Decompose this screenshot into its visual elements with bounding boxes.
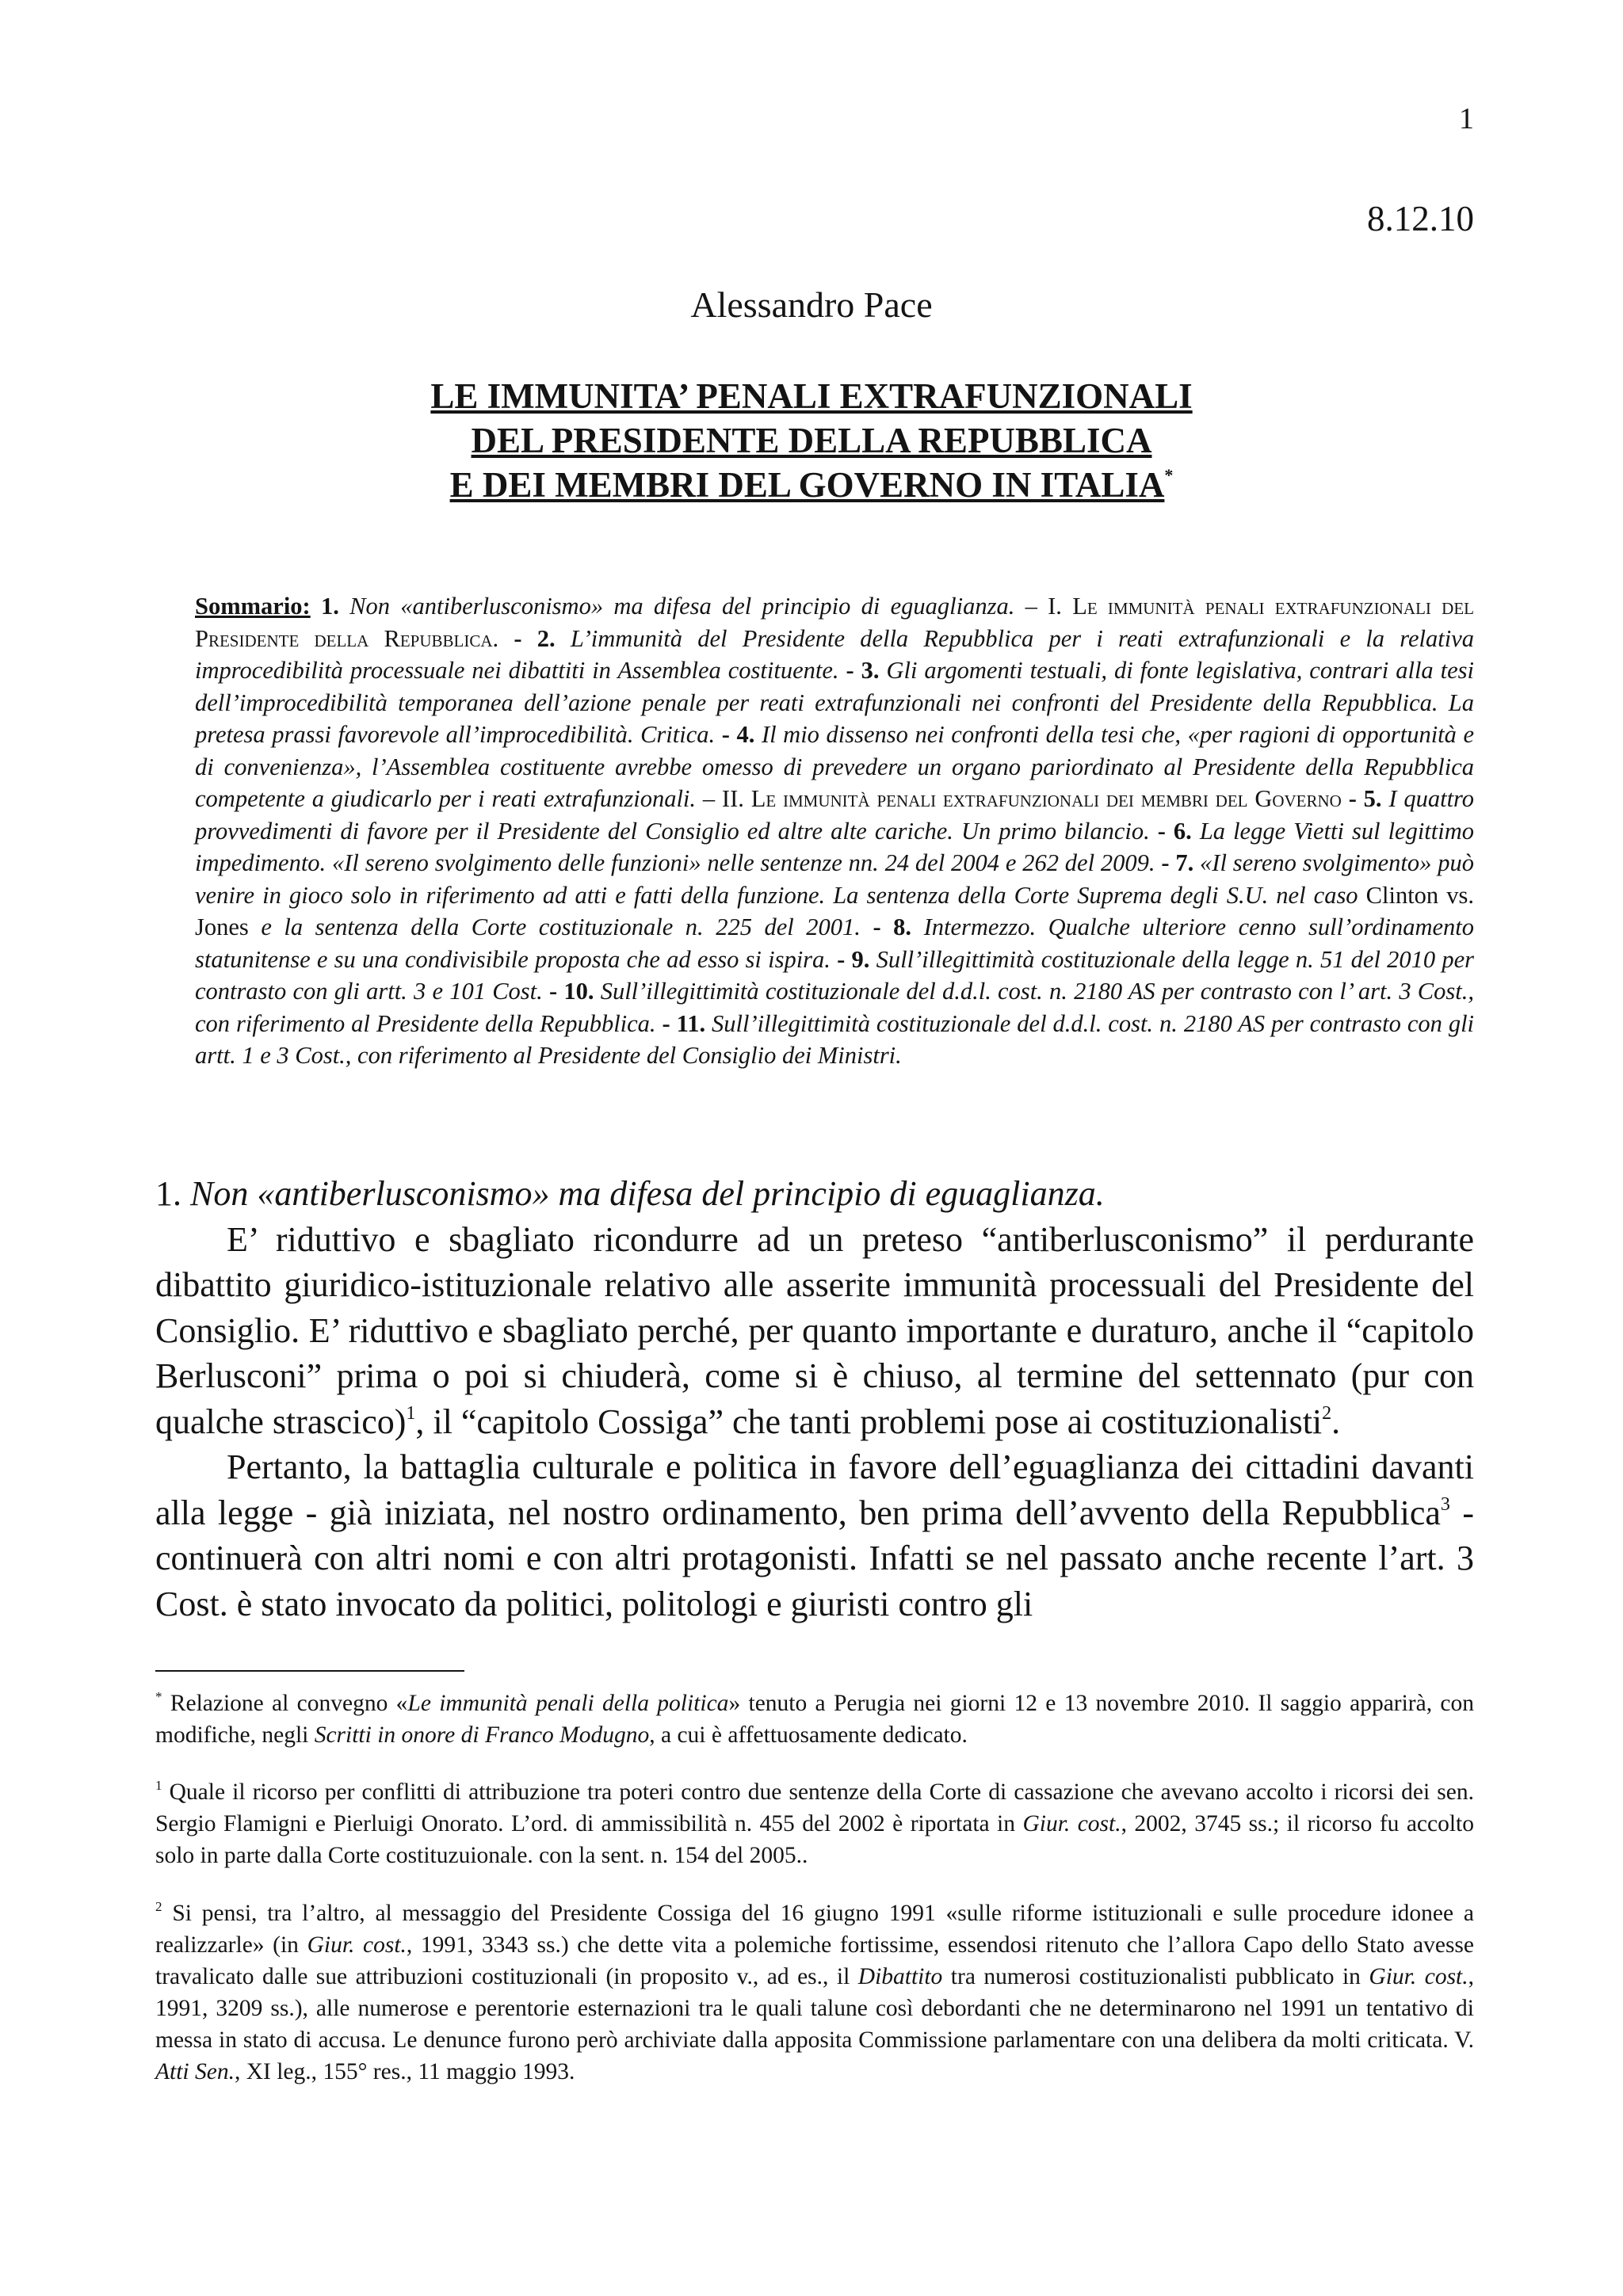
title-line-1: LE IMMUNITA’ PENALI EXTRAFUNZIONALI: [430, 376, 1193, 416]
summary-item-9-num: - 9.: [837, 945, 870, 973]
paragraph-2-text-a: Pertanto, la battaglia culturale e politica in favore dell’eguaglianza dei cittadini davanti alla legge - già iniziata, nel nostro ordinamento, ben prima dell’avvento della Repubblica: [155, 1447, 1474, 1532]
footnote-star-text-b: » tenuto a Perugia nei giorni 12 e 13 novembre 2010. Il saggio apparirà, con modifiche, negli: [155, 1691, 1474, 1748]
summary-item-8-text: Intermezzo. Qualche ulteriore cenno sull’ordinamento statunitense e su una condivisibile proposta che ad esso si ispira.: [195, 913, 1474, 973]
summary-part-2-title: Le immunità penali extrafunzionali dei membri del Governo: [750, 785, 1342, 812]
section-1-paragraph-2: [155, 1444, 1474, 1627]
paragraph-1-text-b: , il “capitolo Cossiga” che tanti problemi pose ai costituzionalisti: [415, 1402, 1323, 1441]
footnote-star-conference-title: Le immunità penali della politica: [407, 1691, 729, 1716]
summary-item-7-case-name: Clinton vs. Jones: [195, 881, 1475, 940]
footnote-2-text-d: , 1991, 3209 ss.), alle numerose e perentorie esternazioni tra le quali talune così debordanti che ne determinarono nel 1991 un tentativo di messa in stato di accusa. Le denunce furono però archiviate dalla apposita Commissione parlamentare con una delibera da molti criticata. V.: [155, 1964, 1474, 2053]
summary-item-1-text: Non «antiberlusconismo» ma difesa del principio di eguaglianza.: [349, 593, 1015, 620]
footnote-1-journal: Giur. cost.: [1022, 1811, 1121, 1836]
summary-block: [195, 590, 1474, 1072]
summary-item-11-num: - 11.: [662, 1009, 706, 1037]
footnote-2-text-a: Si pensi, tra l’altro, al messaggio del Presidente Cossiga del 16 giugno 1991 «sulle riforme istituzionali e sulle procedure idonee a realizzarle» (in: [155, 1901, 1474, 1958]
footnote-star-text-a: Relazione al convegno «: [162, 1691, 408, 1716]
section-1-heading-text: Non «antiberlusconismo» ma difesa del principio di eguaglianza.: [190, 1174, 1105, 1213]
title-footnote-mark[interactable]: *: [1164, 465, 1174, 485]
footnote-1-mark: 1: [155, 1778, 162, 1793]
paragraph-2-text-b: - continuerà con altri nomi e con altri protagonisti. Infatti se nel passato anche recente l’art. 3 Cost. è stato invocato da politici, politologi e giuristi contro gli: [155, 1493, 1475, 1623]
footnote-2-text-b: , 1991, 3343 ss.) che dette vita a polemiche fortissime, essendosi ritenuto che l’allora Capo dello Stato avesse travalicato dalle sue attribuzioni costituzionali (in proposito v., ad es., il: [155, 1932, 1475, 1989]
summary-part-1-title: Le immunità penali extrafunzionali del Presidente della Repubblica.: [195, 593, 1474, 652]
summary-item-7-text-b: e la sentenza della Corte costituzionale n. 225 del 2001.: [261, 913, 861, 940]
summary-item-2-text: L’immunità del Presidente della Repubblica per i reati extrafunzionali e la relativa improcedibilità processuale nei dibattiti in Assemblea costituente.: [195, 624, 1474, 684]
footnote-2-journal-1: Giur. cost.: [307, 1932, 407, 1958]
paper-title: [0, 374, 1623, 507]
title-line-2: DEL PRESIDENTE DELLA REPUBBLICA: [471, 421, 1152, 460]
summary-item-10-text: Sull’illegittimità costituzionale del d.d.l. cost. n. 2180 AS per contrasto con l’ art. 3 Cost., con riferimento al Presidente della Repubblica.: [195, 978, 1474, 1037]
footnote-1: [155, 1776, 1474, 1871]
title-line-3: E DEI MEMBRI DEL GOVERNO IN ITALIA: [449, 465, 1165, 505]
summary-item-5-num: - 5.: [1348, 785, 1382, 812]
author-name: Alessandro Pace: [690, 284, 933, 325]
footnote-ref-3[interactable]: 3: [1440, 1493, 1450, 1515]
summary-item-5-text: I quattro provvedimenti di favore per il Presidente del Consiglio ed altre alte cariche. Un primo bilancio.: [195, 785, 1475, 845]
page-number: 1: [1459, 102, 1474, 135]
footnote-2-dibattito: Dibattito: [857, 1964, 943, 1989]
footnote-separator: [155, 1670, 464, 1672]
summary-item-3-num: - 3.: [846, 657, 880, 684]
summary-item-11-text: Sull’illegittimità costituzionale del d.d.l. cost. n. 2180 AS per contrasto con gli artt. 1 e 3 Cost., con riferimento al Presidente del Consiglio dei Ministri.: [195, 1009, 1475, 1069]
footnote-1-text-a: Quale il ricorso per conflitti di attribuzione tra poteri contro due sentenze della Corte di cassazione che avevano accolto i ricorsi dei sen. Sergio Flamigni e Pierluigi Onorato. L’ord. di ammissibilità n. 455 del 2002 è riportata in: [155, 1779, 1474, 1836]
footnote-ref-1[interactable]: 1: [406, 1402, 416, 1424]
footnote-2-text-c: tra numerosi costituzionalisti pubblicato in: [942, 1964, 1369, 1989]
summary-part-1-prefix: – I.: [1025, 593, 1062, 620]
summary-part-2-prefix: – II.: [702, 785, 744, 812]
section-1-heading: [155, 1171, 1474, 1217]
summary-item-8-num: - 8.: [873, 913, 912, 940]
summary-item-4-num: - 4.: [721, 721, 755, 748]
summary-item-7-num: - 7.: [1161, 849, 1194, 876]
footnote-2-atti-sen: Atti Sen.: [155, 2059, 235, 2084]
summary-item-6-text: La legge Vietti sul legittimo impedimento. «Il sereno svolgimento delle funzioni» nelle sentenze nn. 24 del 2004 e 262 del 2009.: [195, 817, 1475, 876]
section-1-paragraph-1: [155, 1217, 1474, 1445]
summary-lead: Sommario:: [195, 593, 311, 620]
footnote-2-text-e: , XI leg., 155° res., 11 maggio 1993.: [234, 2059, 575, 2084]
footnote-2-mark: 2: [155, 1899, 162, 1914]
footnote-star-mark: *: [155, 1689, 162, 1704]
summary-item-9-text: Sull’illegittimità costituzionale della legge n. 51 del 2010 per contrasto con gli artt. 3 e 101 Cost.: [195, 945, 1474, 1005]
footnote-star: [155, 1688, 1474, 1751]
summary-item-10-num: - 10.: [548, 978, 594, 1005]
section-1-body: [155, 1171, 1474, 1627]
summary-item-7-text-a: «Il sereno svolgimento» può venire in gioco solo in riferimento ad atti e fatti della funzione. La sentenza della Corte Suprema degli S.U. nel caso: [195, 849, 1474, 909]
summary-item-1-num: 1.: [320, 593, 339, 620]
section-1-number: 1.: [155, 1174, 181, 1213]
paragraph-1-text-c: .: [1331, 1402, 1341, 1441]
summary-item-3-text: Gli argomenti testuali, di fonte legislativa, contrari alla tesi dell’improcedibilità temporanea dell’azione penale per reati extrafunzionali nei confronti del Presidente della Repubblica. La pretesa prassi favorevole all’improcedibilità. Critica.: [195, 657, 1474, 748]
footnote-2: [155, 1897, 1474, 2088]
summary-item-6-num: - 6.: [1157, 817, 1192, 845]
summary-item-2-num: - 2.: [514, 624, 556, 652]
footnote-star-text-c: , a cui è affettuosamente dedicato.: [649, 1722, 968, 1748]
footnote-2-journal-2: Giur. cost.: [1369, 1964, 1468, 1989]
paragraph-1-text-a: E’ riduttivo e sbagliato ricondurre ad un preteso “antiberlusconismo” il perdurante dibattito giuridico-istituzionale relativo alle asserite immunità processuali del Presidente del Consiglio. E’ riduttivo e sbagliato perché, per quanto importante e duraturo, anche il “capitolo Berlusconi” prima o poi si chiuderà, come si è chiuso, al termine del settennato (pur con qualche strascico): [155, 1219, 1474, 1441]
footnote-star-book-title: Scritti in onore di Franco Modugno: [314, 1722, 650, 1748]
document-date: 8.12.10: [1367, 199, 1474, 238]
footnote-ref-2[interactable]: 2: [1322, 1402, 1332, 1424]
footnote-1-text-b: , 2002, 3745 ss.; il ricorso fu accolto solo in parte dalla Corte costituzuionale. con la sent. n. 154 del 2005..: [155, 1811, 1474, 1868]
summary-item-4-text: Il mio dissenso nei confronti della tesi che, «per ragioni di opportunità e di convenienza», l’Assemblea costituente avrebbe omesso di prevedere un organo pariordinato al Presidente della Repubblica competente a giudicarlo per i reati extrafunzionali.: [195, 721, 1475, 812]
